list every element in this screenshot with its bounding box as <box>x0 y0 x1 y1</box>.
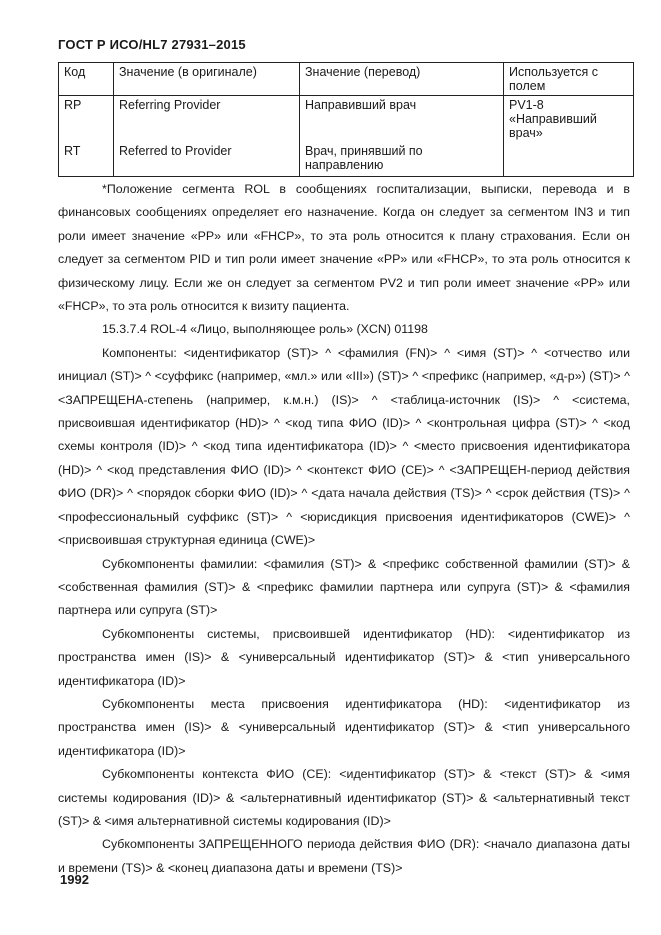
column-header-original: Значение (в оригинале) <box>114 63 300 96</box>
table-cell-original: Referred to Provider <box>114 142 300 177</box>
table-cell-field <box>504 142 634 177</box>
surname-subcomponents-paragraph: Субкомпоненты фамилии: <фамилия (ST)> & <префикс собственной фамилии (ST)> & <собственная фамилия (ST)> & <префикс фамилии партнера или супруга (ST)> & <фамилия партнера или супруга (ST)> <box>58 556 630 618</box>
column-header-translation: Значение (перевод) <box>300 63 504 96</box>
table-cell-original: Referring Provider <box>114 96 300 143</box>
table-cell-translation: Врач, принявший по направлению <box>300 142 504 177</box>
table-cell-code: RP <box>59 96 114 143</box>
table-header-row <box>59 63 634 96</box>
table-row <box>59 142 634 177</box>
table-row <box>59 96 634 143</box>
components-paragraph: Компоненты: <идентификатор (ST)> ^ <фамилия (FN)> ^ <имя (ST)> ^ <отчество или инициал (ST)> ^ <суффикс (например, «мл.» или «III») (ST)> ^ <префикс (например, «д-р») (ST)> ^ <ЗАПРЕЩЕНА-степень (например, к.м.н.) (IS)> ^ <таблица-источник (IS)> ^ <система, присвоившая идентификатор (HD)> ^ <код типа ФИО (ID)> ^ <контрольная цифра (ST)> ^ <код схемы контроля (ID)> ^ <код типа идентификатора (ID)> ^ <место присвоения идентификатора (HD)> ^ <код представления ФИО (ID)> ^ <контекст ФИО (CE)> ^ <ЗАПРЕЩЕН-период действия ФИО (DR)> ^ <порядок сборки ФИО (ID)> ^ <дата начала действия (TS)> ^ <срок действия (TS)> ^ <профессиональный суффикс (ST)> ^ <юрисдикция присвоения идентификаторов (CWE)> ^ <присвоившая структурная единица (CWE)> <box>58 345 630 548</box>
column-header-code: Код <box>59 63 114 96</box>
column-header-field: Используется с полем <box>504 63 634 96</box>
table-cell-translation: Направивший врач <box>300 96 504 143</box>
page-number: 1992 <box>60 872 89 887</box>
footnote-paragraph: *Положение сегмента ROL в сообщениях госпитализации, выписки, перевода и в финансовых сообщениях определяет его назначение. Когда он следует за сегментом IN3 и тип роли имеет значение «PP» или «FHCP», то эта роль относится к плану страхования. Если он следует за сегментом PID и тип роли имеет значение «PP» или «FHCP», то эта роль относится к физическому лицу. Если же он следует за сегментом PV2 и тип роли имеет значение «PP» или «FHCP», то эта роль относится к визиту пациента. <box>58 182 630 314</box>
assigning-facility-subcomponents-paragraph: Субкомпоненты места присвоения идентификатора (HD): <идентификатор из пространства имен (IS)> & <универсальный идентификатор (ST)> & <тип универсального идентификатора (ID)> <box>58 696 630 758</box>
section-heading: 15.3.7.4 ROL-4 «Лицо, выполняющее роль» (XCN) 01198 <box>102 322 428 337</box>
role-code-table <box>58 62 634 177</box>
document-header: ГОСТ Р ИСО/HL7 27931–2015 <box>58 37 246 52</box>
table-cell-field: PV1-8 «Направивший врач» <box>504 96 634 143</box>
name-context-subcomponents-paragraph: Субкомпоненты контекста ФИО (CE): <идентификатор (ST)> & <текст (ST)> & <имя системы кодирования (ID)> & <альтернативный идентификатор (ST)> & <альтернативный текст (ST)> & <имя альтернативной системы кодирования (ID)> <box>58 767 630 828</box>
assigning-system-subcomponents-paragraph: Субкомпоненты системы, присвоившей идентификатор (HD): <идентификатор из пространства имен (IS)> & <универсальный идентификатор (ST)> & <тип универсального идентификатора (ID)> <box>58 626 630 688</box>
table-cell-code: RT <box>59 142 114 177</box>
document-body <box>58 178 630 880</box>
validity-range-subcomponents-paragraph: Субкомпоненты ЗАПРЕЩЕННОГО периода действия ФИО (DR): <начало диапазона даты и времени (TS)> & <конец диапазона даты и времени (TS)> <box>58 837 630 875</box>
